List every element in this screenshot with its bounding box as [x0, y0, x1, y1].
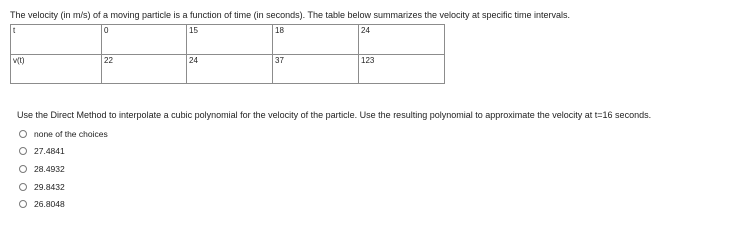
choice-label: 29.8432: [34, 181, 65, 192]
table-cell: 24: [187, 55, 273, 84]
table-row-time: [11, 25, 445, 55]
table-cell: v(t): [11, 55, 102, 84]
table-cell: 0: [102, 25, 187, 55]
velocity-table: [10, 24, 445, 84]
radio-button[interactable]: [19, 130, 27, 138]
radio-button[interactable]: [19, 200, 27, 208]
question-text: Use the Direct Method to interpolate a cubic polynomial for the velocity of the particle. Use the resulting polynomial to approximate the velocity at t=16 seconds.: [17, 110, 652, 120]
table-cell: 15: [187, 25, 273, 55]
table-row-velocity: [11, 55, 445, 84]
choice-option[interactable]: [19, 160, 108, 178]
table-cell: 123: [359, 55, 445, 84]
choice-label: 28.4932: [34, 163, 65, 174]
table-cell: 24: [359, 25, 445, 55]
choice-label: 26.8048: [34, 199, 65, 210]
table-cell: 37: [273, 55, 359, 84]
table-cell: 22: [102, 55, 187, 84]
radio-button[interactable]: [19, 165, 27, 173]
choice-option[interactable]: [19, 178, 108, 196]
problem-intro: The velocity (in m/s) of a moving particle is a function of time (in seconds). The table below summarizes the velocity at specific time intervals.: [10, 10, 571, 20]
table-cell: t: [11, 25, 102, 55]
choice-option[interactable]: [19, 125, 108, 143]
choice-label: none of the choices: [34, 128, 108, 139]
choice-option[interactable]: [19, 143, 108, 161]
choice-label: 27.4841: [34, 146, 65, 157]
radio-button[interactable]: [19, 183, 27, 191]
radio-button[interactable]: [19, 147, 27, 155]
table-cell: 18: [273, 25, 359, 55]
answer-choices: [19, 125, 108, 213]
choice-option[interactable]: [19, 195, 108, 213]
